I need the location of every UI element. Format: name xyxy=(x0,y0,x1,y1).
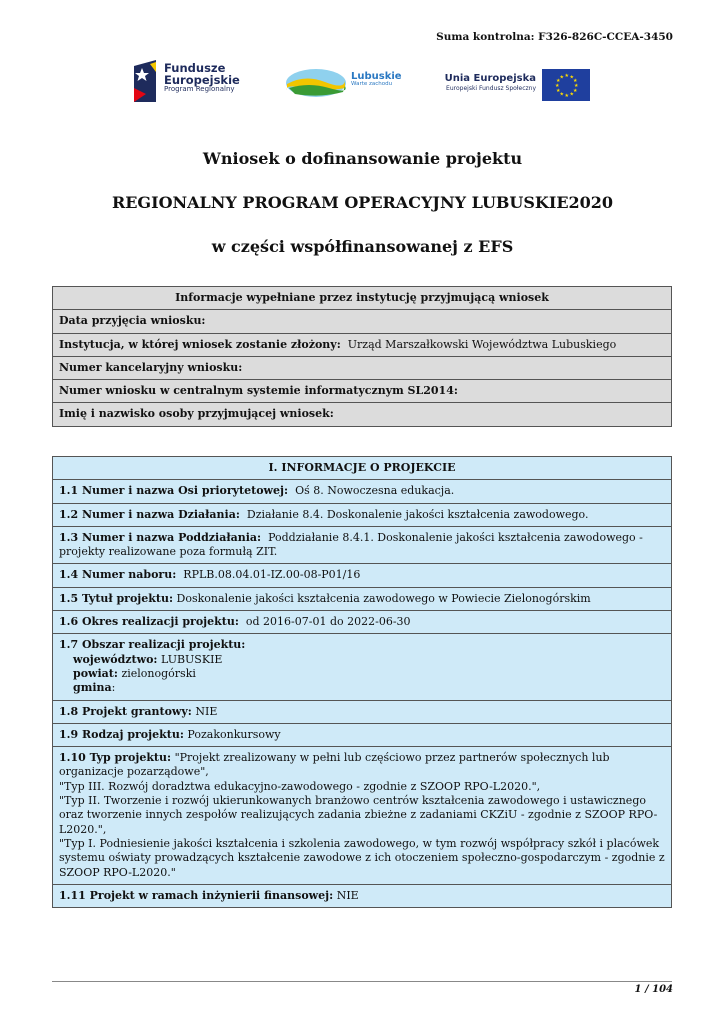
efs-subtitle: w części współfinansowanej z EFS xyxy=(211,237,514,256)
ue-line2: Europejski Fundusz Społeczny xyxy=(446,85,536,92)
table-row xyxy=(53,333,672,356)
project-title-value: Doskonalenie jakości kształcenia zawodowego w Powiecie Zielonogórskim xyxy=(176,591,591,605)
voivodeship-label: województwo: xyxy=(73,652,158,666)
svg-text:★: ★ xyxy=(573,88,578,94)
svg-text:★: ★ xyxy=(573,78,578,84)
table-row xyxy=(53,700,672,723)
lubuskie-line2: Warte zachodu xyxy=(351,81,393,87)
project-info-table xyxy=(52,456,672,908)
action-value: Działanie 8.4. Doskonalenie jakości kształcenia zawodowego. xyxy=(246,507,589,521)
table-row xyxy=(53,723,672,746)
county-value: zielonogórski xyxy=(121,666,196,680)
subaction-value: Poddziałanie 8.4.1. Doskonalenie jakości kształcenia zawodowego - projekty realizowane poza formułą ZIT. xyxy=(59,530,643,559)
axis-label: 1.1 Numer i nazwa Osi priorytetowej: xyxy=(59,484,289,498)
table-row xyxy=(53,747,672,885)
county-label: powiat: xyxy=(73,666,118,680)
svg-text:★: ★ xyxy=(569,91,574,98)
logo-bar xyxy=(130,58,600,110)
svg-text:★: ★ xyxy=(574,83,579,89)
axis-value: Oś 8. Nowoczesna edukacja. xyxy=(295,484,455,498)
unia-europejska-logo xyxy=(436,67,596,103)
subaction-label: 1.3 Numer i nazwa Poddziałania: xyxy=(59,530,262,544)
table-row xyxy=(53,634,672,700)
table-row xyxy=(53,503,672,526)
period-value: od 2016-07-01 do 2022-06-30 xyxy=(245,615,411,629)
table-row xyxy=(53,611,672,634)
institution-table xyxy=(52,286,672,427)
financial-engineering-value: NIE xyxy=(336,888,359,902)
area-label: 1.7 Obszar realizacji projektu: xyxy=(59,638,246,652)
commune-label: gmina xyxy=(73,681,112,695)
row-label: Data przyjęcia wniosku: xyxy=(59,314,206,328)
svg-text:★: ★ xyxy=(559,74,564,81)
table-row xyxy=(53,526,672,564)
fundusze-europejskie-logo xyxy=(130,58,250,108)
voivodeship-value: LUBUSKIE xyxy=(160,652,223,666)
grant-label: 1.8 Projekt grantowy: xyxy=(59,704,192,718)
svg-text:★: ★ xyxy=(564,73,569,79)
grant-value: NIE xyxy=(195,704,218,718)
project-kind-line1: "Projekt zrealizowany w pełni lub częściowo przez partnerów społecznych lub organizacje pozarządowe", xyxy=(59,751,610,779)
fe-line1: Fundusze xyxy=(164,61,226,75)
project-kind-line4: "Typ I. Podniesienie jakości kształcenia i szkolenia zawodowego, w tym rozwój współpracy szkół i placówek systemu oświaty prowadzących kształcenie zawodowe z ich otoczeniem społeczno-gospodarczym - zgodnie z SZOOP RPO-L2020." xyxy=(59,836,665,879)
project-kind-label: 1.10 Typ projektu: xyxy=(59,751,172,765)
project-kind-line2: "Typ III. Rozwój doradztwa edukacyjno-zawodowego - zgodnie z SZOOP RPO-L2020.", xyxy=(59,779,541,793)
period-label: 1.6 Okres realizacji projektu: xyxy=(59,615,239,629)
table-row xyxy=(53,380,672,403)
document-title: Wniosek o dofinansowanie projektu xyxy=(202,149,523,168)
footer-divider xyxy=(52,981,672,982)
project-table-header: I. INFORMACJE O PROJEKCIE xyxy=(53,457,672,480)
fe-line3: Program Regionalny xyxy=(164,85,235,94)
financial-engineering-label: 1.11 Projekt w ramach inżynierii finansowej: xyxy=(59,888,334,902)
svg-text:★: ★ xyxy=(556,88,561,94)
table-row xyxy=(53,480,672,503)
svg-text:★: ★ xyxy=(555,83,560,89)
lubuskie-line1: Lubuskie xyxy=(351,71,402,82)
project-title-label: 1.5 Tytuł projektu: xyxy=(59,591,174,605)
row-label: Numer kancelaryjny wniosku: xyxy=(59,360,243,374)
call-number-label: 1.4 Numer naboru: xyxy=(59,568,177,582)
checksum: Suma kontrolna: F326-826C-CCEA-3450 xyxy=(436,31,673,43)
action-label: 1.2 Numer i nazwa Działania: xyxy=(59,507,240,521)
row-value: Urząd Marszałkowski Województwa Lubuskiego xyxy=(347,337,617,351)
lubuskie-wave-icon xyxy=(285,66,347,100)
page-number: 1 / 104 xyxy=(634,984,673,995)
table-row xyxy=(53,587,672,610)
commune-value: : xyxy=(111,681,116,695)
row-label: Imię i nazwisko osoby przyjmującej wniosek: xyxy=(59,407,334,421)
svg-text:★: ★ xyxy=(564,93,569,99)
table-row xyxy=(53,403,672,426)
table-row xyxy=(53,310,672,333)
fe-star-icon xyxy=(130,58,160,104)
type-label: 1.9 Rodzaj projektu: xyxy=(59,727,184,741)
table-row xyxy=(53,564,672,587)
table-row xyxy=(53,356,672,379)
eu-flag-icon xyxy=(542,69,590,101)
table-row xyxy=(53,884,672,907)
lubuskie-logo xyxy=(285,66,405,102)
ue-line1: Unia Europejska xyxy=(444,73,536,84)
program-title: REGIONALNY PROGRAM OPERACYJNY LUBUSKIE2020 xyxy=(111,193,614,212)
svg-text:★: ★ xyxy=(556,78,561,84)
row-label: Instytucja, w której wniosek zostanie złożony: xyxy=(59,337,341,351)
project-kind-line3: "Typ II. Tworzenie i rozwój ukierunkowanych branżowo centrów kształcenia zawodowego i ustawicznego oraz tworzenie innych zespołów realizujących zadania zbieżne z zadaniami CKZiU - zgodnie z SZOOP RPO-L2020.", xyxy=(59,794,658,836)
row-label: Numer wniosku w centralnym systemie informatycznym SL2014: xyxy=(59,384,458,398)
type-value: Pozakonkursowy xyxy=(187,727,281,741)
svg-text:★: ★ xyxy=(569,74,574,81)
institution-table-header: Informacje wypełniane przez instytucję przyjmującą wniosek xyxy=(53,287,672,310)
fe-line2: Europejskie xyxy=(164,73,240,88)
svg-text:★: ★ xyxy=(559,91,564,98)
call-number-value: RPLB.08.04.01-IZ.00-08-P01/16 xyxy=(183,568,361,582)
